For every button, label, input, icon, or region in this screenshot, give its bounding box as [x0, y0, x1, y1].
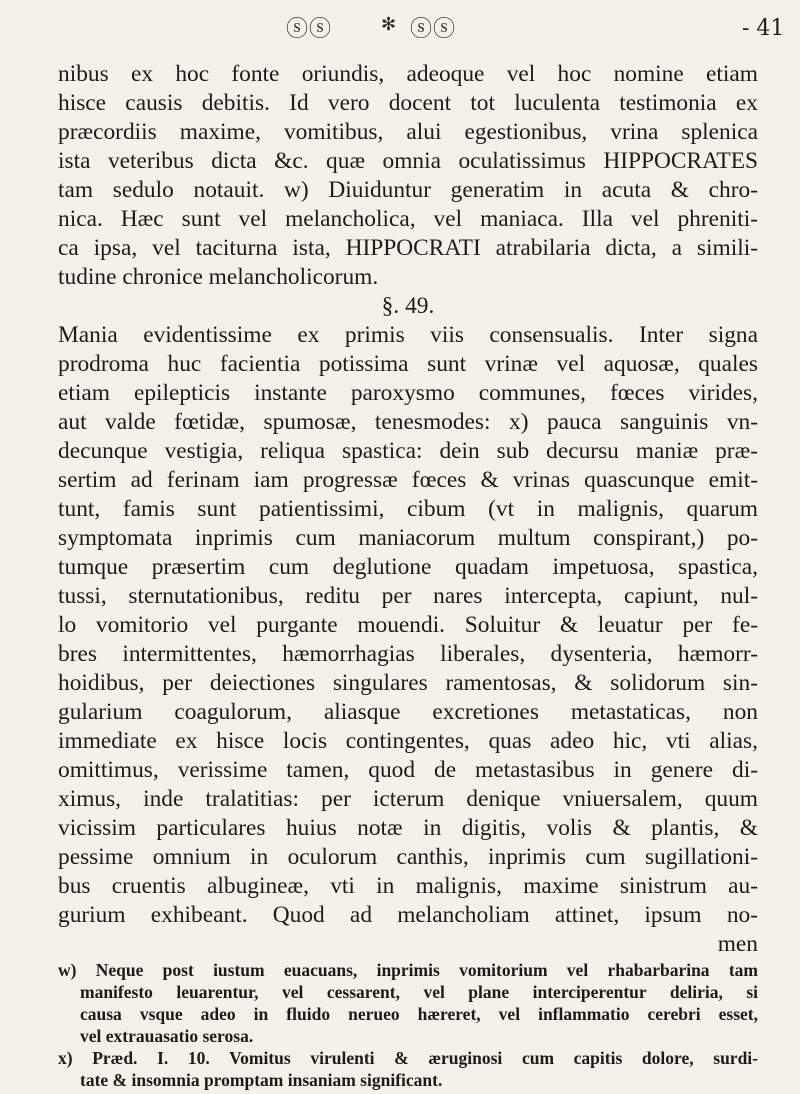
- text-line: nibus ex hoc fonte oriundis, adeoque vel hoc nomine etiam: [58, 61, 758, 87]
- text-line: immediate ex hisce locis contingentes, quas adeo hic, vti alias,: [58, 728, 758, 754]
- page-header: [0, 8, 800, 48]
- text-line: præcordiis maxime, vomitibus, alui egestionibus, vrina splenica: [58, 119, 758, 145]
- text-line: sertim ad ferinam iam progressæ fœces & vrinas quascunque emit-: [58, 467, 758, 493]
- text-line: bres intermittentes, hæmorrhagias liberales, dysenteria, hæmorr-: [58, 641, 758, 667]
- page-number: - 41: [742, 16, 785, 41]
- footnote-line: tate & insomnia promptam insaniam significant.: [80, 1070, 443, 1090]
- text-line: decunque vestigia, reliqua spastica: dein sub decursu maniæ præ-: [58, 438, 758, 464]
- text-line: aut valde fœtidæ, spumosæ, tenesmodes: x) pauca sanguinis vn-: [58, 409, 758, 435]
- footnote-line: manifesto leuarentur, vel cessarent, vel plane interciperentur deliria, si: [80, 982, 758, 1002]
- header-ornament-asterism: ✻: [381, 14, 398, 35]
- text-line: ista veteribus dicta &c. quæ omnia oculatissimus HIPPOCRATES: [58, 148, 758, 174]
- footnote-line: x) Præd. I. 10. Vomitus virulenti & æruginosi cum capitis dolore, surdi-: [58, 1048, 758, 1068]
- text-line: etiam epilepticis instante paroxysmo communes, fœces virides,: [58, 380, 758, 406]
- text-line: lo vomitorio vel purgante mouendi. Soluitur & leuatur per fe-: [58, 612, 758, 638]
- text-line: pessime omnium in oculorum canthis, inprimis cum sugillationi-: [58, 844, 758, 870]
- text-line: hoidibus, per deiectiones singulares ramentosas, & solidorum sin-: [58, 670, 758, 696]
- text-line: omittimus, verissime tamen, quod de metastasibus in genere di-: [58, 757, 758, 783]
- text-line: ximus, inde tralatitias: per icterum denique vniuersalem, quum: [58, 786, 758, 812]
- text-line: tudine chronice melancholicorum.: [58, 264, 379, 290]
- main-text: [58, 60, 758, 1091]
- text-line: vicissim particulares huius notæ in digitis, volis & plantis, &: [58, 815, 758, 841]
- text-line: gurium exhibeant. Quod ad melancholiam attinet, ipsum no-: [58, 902, 758, 928]
- text-line: symptomata inprimis cum maniacorum multum conspirant,) po-: [58, 525, 758, 551]
- text-line: tam sedulo notauit. w) Diuiduntur generatim in acuta & chro-: [58, 177, 758, 203]
- text-line: ca ipsa, vel taciturna ista, HIPPOCRATI atrabilaria dicta, a simili-: [58, 235, 758, 261]
- footnote-line: vel extrauasatio serosa.: [80, 1026, 254, 1046]
- text-line: bus cruentis albugineæ, vti in malignis, maxime sinistrum au-: [58, 873, 758, 899]
- text-line: tussi, sternutationibus, reditu per nares intercepta, capiunt, nul-: [58, 583, 758, 609]
- text-line: nica. Hæc sunt vel melancholica, vel maniaca. Illa vel phreniti-: [58, 206, 758, 232]
- text-line: tunt, famis sunt patientissimi, cibum (vt in malignis, quarum: [58, 496, 758, 522]
- footnote-line: causa vsque adeo in fluido nerueo hæreret, vel inflammatio cerebri esset,: [80, 1004, 758, 1024]
- header-ornament-right: ⓢⓢ: [410, 17, 457, 42]
- footnote-line: w) Neque post iustum euacuans, inprimis vomitorium vel rhabarbarina tam: [58, 960, 758, 980]
- section-heading: §. 49.: [381, 293, 435, 319]
- catchword: men: [717, 931, 758, 957]
- text-line: Mania evidentissime ex primis viis consensualis. Inter signa: [58, 322, 758, 348]
- text-line: gularium coagulorum, aliasque excretiones metastaticas, non: [58, 699, 758, 725]
- text-line: tumque præsertim cum deglutione quadam impetuosa, spastica,: [58, 554, 758, 580]
- text-line: prodroma huc facientia potissima sunt vrinæ vel aquosæ, quales: [58, 351, 758, 377]
- header-ornament-left: ⓢⓢ: [286, 17, 333, 42]
- text-line: hisce causis debitis. Id vero docent tot luculenta testimonia ex: [58, 90, 758, 116]
